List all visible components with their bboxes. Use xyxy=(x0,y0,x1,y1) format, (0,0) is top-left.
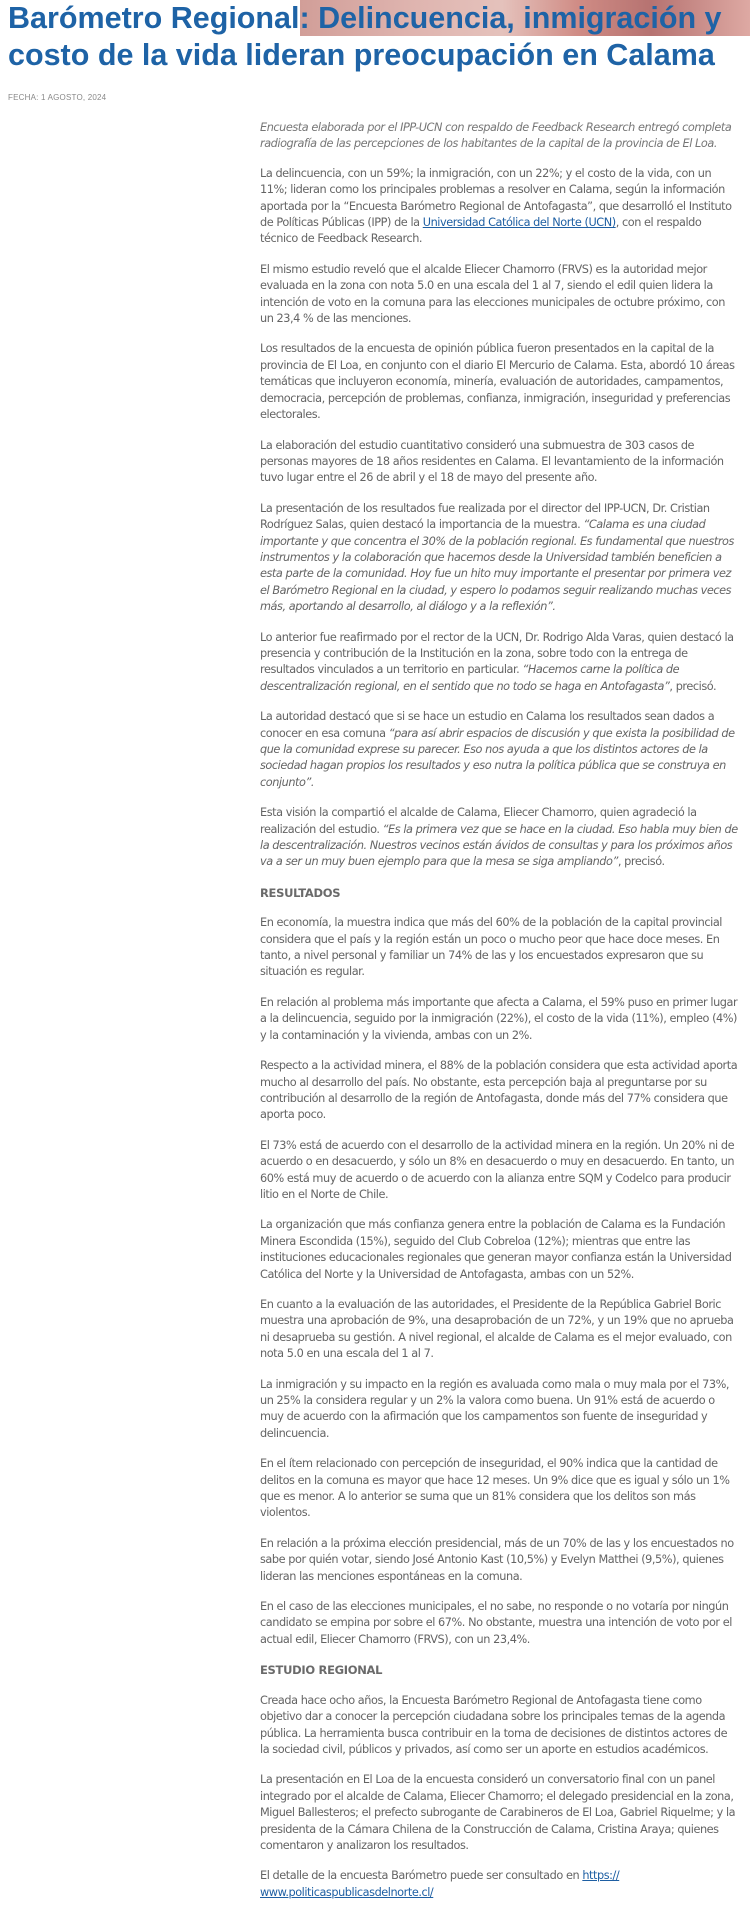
quote: “para así abrir espacios de discusión y que exista la posibilidad de que la comunidad exprese su parecer. Eso nos ayuda a que los distintos actores de la sociedad hagan propios los resultados y eso nutra la política pública que se construya en conjunto”. xyxy=(260,726,735,789)
paragraph: Esta visión la compartió el alcalde de Calama, Eliecer Chamorro, quien agradeció la realización del estudio. “Es la primera vez que se hace en la ciudad. Eso habla muy bien de la descentralización. Nuestros vecinos están ávidos de consultas y para los próximos años va a ser un muy buen ejemplo para que la mesa se siga ampliando”, precisó. xyxy=(260,806,738,869)
paragraph: La organización que más confianza genera entre la población de Calama es la Fundación Minera Escondida (15%), seguido del Club Cobreloa (12%); mientras que entre las instituciones educacionales regionales que generan mayor confianza están la Universidad Católica del Norte y la Universidad de Antofagasta, ambas con un 52%. xyxy=(260,1218,732,1281)
paragraph: En economía, la muestra indica que más del 60% de la población de la capital provincial considera que el país y la región están un poco o mucho peor que hace doce meses. En tanto, a nivel personal y familiar un 74% de las y los encuestados expresaron que su situación es regular. xyxy=(260,916,722,979)
section-heading-estudio-regional: ESTUDIO REGIONAL xyxy=(260,1663,383,1678)
paragraph: La presentación de los resultados fue realizada por el director del IPP-UCN, Dr. Cristian Rodríguez Salas, quien destacó la importancia de la muestra. “Calama es una ciudad importante y que concentra el 30% de la población regional. Es fundamental que nuestros instrumentos y la colaboración que hacemos desde la Universidad también beneficien a esta parte de la comunidad. Hoy fue un hito muy importante el presentar por primera vez el Barómetro Regional en la ciudad, y espero lo podamos seguir realizando muchas veces más, aportando al desarrollo, al diálogo y a la reflexión”. xyxy=(260,501,734,614)
paragraph: Lo anterior fue reafirmado por el rector de la UCN, Dr. Rodrigo Alda Varas, quien destacó la presencia y contribución de la Institución en la zona, sobre todo con la entrega de resultados vinculados a un territorio en particular. “Hacemos carne la política de descentralización regional, en el sentido que no todo se haga en Antofagasta”, precisó. xyxy=(260,630,734,693)
paragraph: El 73% está de acuerdo con el desarrollo de la actividad minera en la región. Un 20% ni de acuerdo o en desacuerdo, y sólo un 8% en desacuerdo o muy en desacuerdo. En tanto, un 60% está muy de acuerdo o de acuerdo con la alianza entre SQM y Codelco para producir litio en el Norte de Chile. xyxy=(260,1138,735,1201)
article-date: FECHA: 1 AGOSTO, 2024 xyxy=(8,93,107,102)
paragraph: La presentación en El Loa de la encuesta consideró un conversatorio final con un panel integrado por el alcalde de Calama, Eliecer Chamorro; el delegado presidencial en la zona, Miguel Ballesteros; el prefecto subrogante de Carabineros de El Loa, Gabriel Riquelme; y la presidenta de la Cámara Chilena de la Construcción de Calama, Cristina Araya; quienes comentaron y analizaron los resultados. xyxy=(260,1773,736,1852)
paragraph: El mismo estudio reveló que el alcalde Eliecer Chamorro (FRVS) es la autoridad mejor evaluada en la zona con nota 5.0 en una escala del 1 al 7, siendo el edil quien lidera la intención de voto en la comuna para las elecciones municipales de octubre próximo, con un 23,4 % de las menciones. xyxy=(260,262,725,326)
article-lead: Encuesta elaborada por el IPP-UCN con respaldo de Feedback Research entregó completa radiografía de las percepciones de los habitantes de la capital de la provincia de El Loa. xyxy=(260,121,732,151)
quote: “Calama es una ciudad importante y que concentra el 30% de la población regional. Es fundamental que nuestros instrumentos y la colaboración que hacemos desde la Universidad también beneficien a esta parte de la comunidad. Hoy fue un hito muy importante el presentar por primera vez el Barómetro Regional en la ciudad, y espero lo podamos seguir realizando muchas veces más, aportando al desarrollo, al diálogo y a la reflexión”. xyxy=(260,518,734,614)
article-body xyxy=(260,120,738,1915)
paragraph: En cuanto a la evaluación de las autoridades, el Presidente de la República Gabriel Boric muestra una aprobación de 9%, una desaprobación de un 72%, y un 19% que no aprueba ni desaprueba su gestión. A nivel regional, el alcalde de Calama es el mejor evaluado, con nota 5.0 en una escala del 1 al 7. xyxy=(260,1297,734,1361)
paragraph: En el caso de las elecciones municipales, el no sabe, no responde o no votaría por ningún candidato se empina por sobre el 67%. No obstante, muestra una intención de voto por el actual edil, Eliecer Chamorro (FRVS), con un 23,4%. xyxy=(260,1600,732,1646)
paragraph: El detalle de la encuesta Barómetro puede ser consultado en https:// www.politicaspublicasdelnorte.cl/ xyxy=(260,1869,620,1899)
section-heading-resultados: RESULTADOS xyxy=(260,885,341,900)
article-title: Barómetro Regional: Delincuencia, inmigración y costo de la vida lideran preocupación en Calama xyxy=(8,1,722,72)
quote: “Es la primera vez que se hace en la ciudad. Eso habla muy bien de la descentralización. Nuestros vecinos están ávidos de consultas y para los próximos años va a ser un muy buen ejemplo para que la mesa se siga ampliando” xyxy=(260,822,738,869)
paragraph: En relación a la próxima elección presidencial, más de un 70% de las y los encuestados no sabe por quién votar, siendo José Antonio Kast (10,5%) y Evelyn Matthei (9,5%), quienes lideran las menciones espontáneas en la comuna. xyxy=(260,1536,734,1583)
ucn-link[interactable]: Universidad Católica del Norte (UCN) xyxy=(422,216,616,230)
paragraph: Respecto a la actividad minera, el 88% de la población considera que esta actividad aporta mucho al desarrollo del país. No obstante, esta percepción baja al preguntarse por su contribución al desarrollo de la región de Antofagasta, donde más del 77% considera que aporta poco. xyxy=(260,1059,738,1122)
paragraph: Los resultados de la encuesta de opinión pública fueron presentados en la capital de la provincia de El Loa, en conjunto con el diario El Mercurio de Calama. Esta, abordó 10 áreas temáticas que incluyeron economía, minería, evaluación de autoridades, campamentos, democracia, percepción de problemas, confianza, inmigración, inseguridad y preferencias electorales. xyxy=(260,342,735,422)
paragraph: Creada hace ocho años, la Encuesta Barómetro Regional de Antofagasta tiene como objetivo dar a conocer la percepción ciudadana sobre los principales temas de la agenda pública. La herramienta busca contribuir en la toma de decisiones de distintos actores de la sociedad civil, públicos y privados, así como ser un aporte en estudios académicos. xyxy=(260,1693,728,1756)
paragraph: En relación al problema más importante que afecta a Calama, el 59% puso en primer lugar a la delincuencia, seguido por la inmigración (22%), el costo de la vida (11%), empleo (4%) y la contaminación y la vivienda, ambas con un 2%. xyxy=(260,995,738,1042)
paragraph: En el ítem relacionado con percepción de inseguridad, el 90% indica que la cantidad de delitos en la comuna es mayor que hace 12 meses. Un 9% dice que es igual y sólo un 1% que es menor. A lo anterior se suma que un 81% considera que los delitos son más violentos. xyxy=(260,1457,730,1520)
paragraph: La delincuencia, con un 59%; la inmigración, con un 22%; y el costo de la vida, con un 11%; lideran como los principales problemas a resolver en Calama, según la información aportada por la “Encuesta Barómetro Regional de Antofagasta”, que desarrolló el Instituto de Políticas Públicas (IPP) de la Universidad Católica del Norte (UCN), con el respaldo técnico de Feedback Research. xyxy=(260,166,732,246)
survey-link[interactable]: https:// www.politicaspublicasdelnorte.cl/ xyxy=(260,1869,620,1899)
paragraph: La autoridad destacó que si se hace un estudio en Calama los resultados sean dados a conocer en esa comuna “para así abrir espacios de discusión y que exista la posibilidad de que la comunidad exprese su parecer. Eso nos ayuda a que los distintos actores de la sociedad hagan propios los resultados y eso nutra la política pública que se construya en conjunto”. xyxy=(260,710,735,789)
quote: “Hacemos carne la política de descentralización regional, en el sentido que no todo se haga en Antofagasta” xyxy=(260,663,680,693)
paragraph: La elaboración del estudio cuantitativo consideró una submuestra de 303 casos de personas mayores de 18 años residentes en Calama. El levantamiento de la información tuvo lugar entre el 26 de abril y el 18 de mayo del presente año. xyxy=(260,438,724,485)
paragraph: La inmigración y su impacto en la región es avaluada como mala o muy mala por el 73%, un 25% la considera regular y un 2% la valora como buena. Un 91% está de acuerdo o muy de acuerdo con la afirmación que los campamentos son fuente de inseguridad y delincuencia. xyxy=(260,1377,730,1440)
